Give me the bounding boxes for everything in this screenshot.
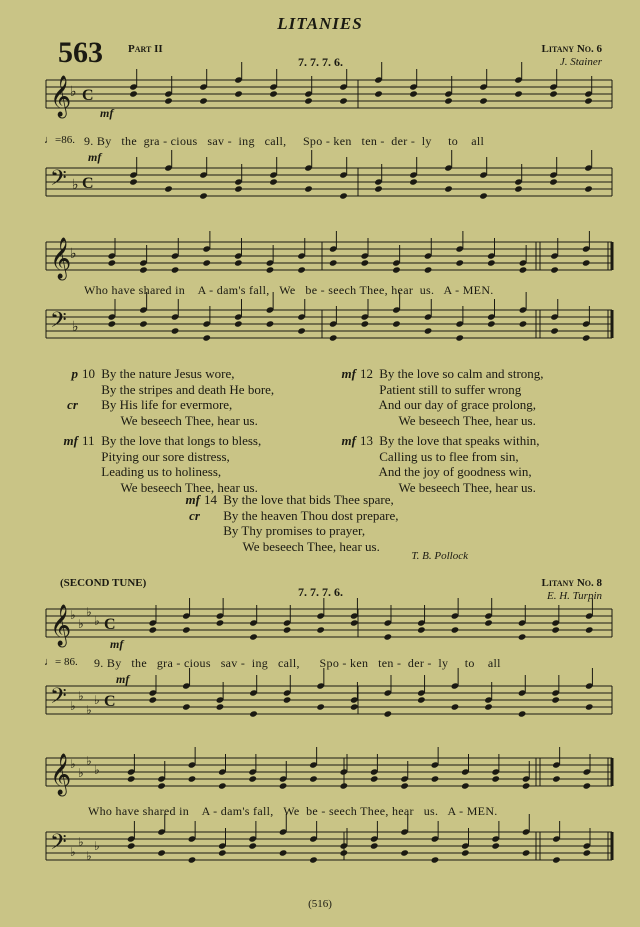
verse-number: 12 [360,366,373,381]
note-head [248,842,257,849]
svg-text:♭: ♭ [94,614,100,628]
second-tune-lyric-line2: Who have shared in A - dam's fall, We be - seech Thee, hear us. A - MEN. [88,804,498,818]
note-head [316,626,325,633]
note-head [182,703,191,710]
note-head [519,320,528,327]
verse-line: We beseech Thee, hear us. [398,479,536,495]
svg-text:𝄞: 𝄞 [50,754,72,794]
note-head [549,178,558,185]
first-tune-dynamic-bass: mf [88,150,102,164]
note-head [417,626,426,633]
note-head [451,626,460,633]
verse-line: We beseech Thee, hear us. [120,412,258,428]
note-head [479,97,488,104]
note-head [585,703,594,710]
note-head [127,775,136,782]
note-head [514,185,523,192]
note-head [550,266,559,273]
note-head [479,192,488,199]
hymn-number: 563 [58,36,103,69]
verse-line: By His life for evermore, [101,397,233,412]
note-head [484,703,493,710]
verses-left [56,366,336,495]
note-head [129,178,138,185]
note-head [417,696,426,703]
note-head [202,334,211,341]
note-head [339,97,348,104]
note-head [297,266,306,273]
note-head [340,849,349,856]
svg-text:C: C [104,616,116,633]
verse-line: And our day of grace prolong, [378,397,536,412]
svg-text:♭: ♭ [94,839,100,853]
note-head [309,856,318,863]
note-head [400,849,409,856]
svg-text:♭: ♭ [70,757,76,771]
verse-number: 13 [360,433,373,448]
verse-dynamic: p [71,366,78,381]
note-head [149,626,158,633]
note-head [583,849,592,856]
verse-line: By the love that longs to bless, [101,433,262,448]
note-head [400,782,409,789]
note-head [249,710,258,717]
svg-text:♭: ♭ [70,608,76,622]
note-head [374,90,383,97]
note-head [248,775,257,782]
note-head [234,90,243,97]
note-head [108,259,117,266]
note-head [304,97,313,104]
verse-line: By the stripes and death He bore, [101,381,275,397]
note-head [455,259,464,266]
note-head [582,334,591,341]
note-head [249,633,258,640]
note-head [491,775,500,782]
note-head [297,327,306,334]
verse-line: Patient still to suffer wrong [379,381,522,397]
note-head [455,334,464,341]
system4-bass-staff [46,826,614,876]
svg-text:♭: ♭ [94,763,100,777]
note-head [551,696,560,703]
verse-dynamic: cr [67,397,78,412]
verse-12 [334,366,624,428]
note-head [384,710,393,717]
note-head [431,856,440,863]
note-head [409,178,418,185]
note-head [171,327,180,334]
note-head [283,626,292,633]
svg-text:𝄢: 𝄢 [50,166,67,195]
note-head [329,334,338,341]
text-author: T. B. Pollock [411,550,468,562]
note-head [304,185,313,192]
note-head [269,90,278,97]
svg-text:♭: ♭ [86,703,92,717]
second-tune-tempo-value: = 86. [55,656,78,668]
verse-13 [334,433,624,495]
note-head [424,266,433,273]
note-head [491,842,500,849]
note-head [234,259,243,266]
note-head [188,856,197,863]
verse-line: Calling us to flee from sin, [379,448,519,464]
svg-text:♭: ♭ [86,849,92,863]
note-head [164,97,173,104]
svg-text:𝄞: 𝄞 [50,76,72,116]
second-tune-composer: E. H. Turpin [546,590,602,602]
verse-line: And the joy of goodness win, [378,464,532,479]
note-head [552,775,561,782]
verse-10 [56,366,336,428]
verse-line: By the love that speaks within, [379,433,540,448]
svg-text:♭: ♭ [78,689,84,703]
note-head [461,849,470,856]
first-tune-tempo-value: =86. [55,134,75,146]
note-head [188,775,197,782]
note-head [279,782,288,789]
note-head [149,696,158,703]
svg-text:C: C [82,87,94,104]
note-head [518,710,527,717]
note-head [218,849,227,856]
second-tune-lyric-line1: 9. By the gra - cious sav - ing call, Spo - ken ten - der - ly to all [94,656,501,670]
note-head [584,97,593,104]
svg-text:♭: ♭ [70,85,77,100]
svg-text:♭: ♭ [86,754,92,768]
verse-dynamic: cr [189,507,200,523]
svg-text:𝄞: 𝄞 [50,605,72,645]
verse-line: Pitying our sore distress, [101,448,230,464]
note-head [139,266,148,273]
note-head [451,703,460,710]
note-head [108,320,117,327]
svg-text:♭: ♭ [94,693,100,707]
verse-line: By Thy promises to prayer, [223,523,366,538]
note-head [370,775,379,782]
first-tune-composer: J. Stainer [559,56,602,68]
svg-text:♭: ♭ [70,845,76,859]
note-head [129,90,138,97]
svg-text:♭: ♭ [78,766,84,780]
verse-line: By the love that bids Thee spare, [223,492,394,507]
svg-text:♭: ♭ [78,617,84,631]
note-head [361,259,370,266]
verses-right [334,366,624,495]
note-head [171,266,180,273]
system1-treble-staff [46,74,614,124]
note-head [127,842,136,849]
note-head [157,849,166,856]
verse-line: We beseech Thee, hear us. [242,538,380,554]
note-head [384,633,393,640]
note-head [182,626,191,633]
verse-dynamic: mf [341,366,356,381]
note-head [350,703,359,710]
note-head [350,619,359,626]
first-tune-meter: 7. 7. 7. 6. [298,55,343,69]
note-head [431,775,440,782]
system2-treble-staff [46,236,614,286]
first-tune-name: Litany No. 6 [541,43,602,55]
svg-text:𝄢: 𝄢 [50,684,67,713]
note-head [234,185,243,192]
svg-text:♭: ♭ [70,699,76,713]
note-head [550,327,559,334]
note-head [522,849,531,856]
verse-line: Leading us to holiness, [101,464,222,479]
first-tune-dynamic-treble: mf [100,106,114,120]
note-head [216,619,225,626]
verse-dynamic: mf [185,492,200,507]
note-head [551,626,560,633]
svg-text:♭: ♭ [70,247,77,262]
svg-text:𝄢: 𝄢 [50,308,67,337]
note-head [199,192,208,199]
note-head [409,90,418,97]
verse-11 [56,433,336,495]
note-head [340,782,349,789]
verse-line: By the love so calm and strong, [379,366,544,381]
note-head [514,90,523,97]
note-head [585,626,594,633]
note-head [279,849,288,856]
verse-14 [178,492,478,554]
note-head [549,90,558,97]
note-head [218,782,227,789]
note-head [309,775,318,782]
note-head [202,259,211,266]
second-tune-tempo: ♩= 86. [44,656,78,668]
note-head [487,320,496,327]
note-head [374,185,383,192]
note-head [552,856,561,863]
note-head [461,782,470,789]
note-head [266,320,275,327]
note-head [370,842,379,849]
part-label: Part II [128,43,163,55]
system1-bass-staff [46,162,614,212]
note-head [316,703,325,710]
svg-text:♭: ♭ [72,178,79,193]
verse-number: 14 [204,492,217,507]
svg-text:♭: ♭ [78,835,84,849]
note-head [444,185,453,192]
svg-text:♭: ♭ [72,320,79,335]
system3-bass-staff [46,680,614,730]
second-tune-meter: 7. 7. 7. 6. [298,585,343,599]
first-tune-lyric-line2: Who have shared in A - dam's fall, We be - seech Thee, hear us. A - MEN. [84,283,494,297]
note-head [487,259,496,266]
page-header-title: LITANIES [277,14,363,33]
verse-dynamic: mf [341,433,356,448]
second-tune-dynamic-bass: mf [116,672,130,686]
second-tune-dynamic-treble: mf [110,637,124,651]
verse-line: By the heaven Thou dost prepare, [223,507,399,523]
note-head [582,259,591,266]
note-head [484,619,493,626]
verse-number: 10 [82,366,95,381]
svg-text:𝄢: 𝄢 [50,830,67,859]
svg-text:𝄞: 𝄞 [50,238,72,278]
note-head [269,178,278,185]
system4-treble-staff [46,752,614,802]
note-head [584,185,593,192]
note-head [283,696,292,703]
svg-text:C: C [82,175,94,192]
second-tune-label: (SECOND TUNE) [60,577,147,589]
note-head [266,266,275,273]
note-head [444,97,453,104]
note-head [216,703,225,710]
svg-text:♭: ♭ [86,605,92,619]
verse-number: 11 [82,433,95,448]
verse-dynamic: mf [63,433,78,448]
note-head [519,266,528,273]
svg-text:C: C [104,693,116,710]
note-head [339,192,348,199]
note-head [392,320,401,327]
note-head [518,633,527,640]
first-tune-lyric-line1: 9. By the gra - cious sav - ing call, Spo - ken ten - der - ly to all [84,134,485,148]
note-head [164,185,173,192]
note-head [583,782,592,789]
note-head [424,327,433,334]
verse-line: We beseech Thee, hear us. [120,479,258,495]
note-head [157,782,166,789]
second-tune-name: Litany No. 8 [541,577,602,589]
note-head [522,782,531,789]
note-head [361,320,370,327]
system2-bass-staff [46,304,614,354]
system3-treble-staff [46,603,614,653]
verse-line: By the nature Jesus wore, [101,366,235,381]
note-head [392,266,401,273]
note-head [329,259,338,266]
note-head [234,320,243,327]
note-head [199,97,208,104]
first-tune-tempo: ♩=86. [44,134,75,146]
verse-line: We beseech Thee, hear us. [398,412,536,428]
page-number: (516) [308,898,332,910]
note-head [139,320,148,327]
